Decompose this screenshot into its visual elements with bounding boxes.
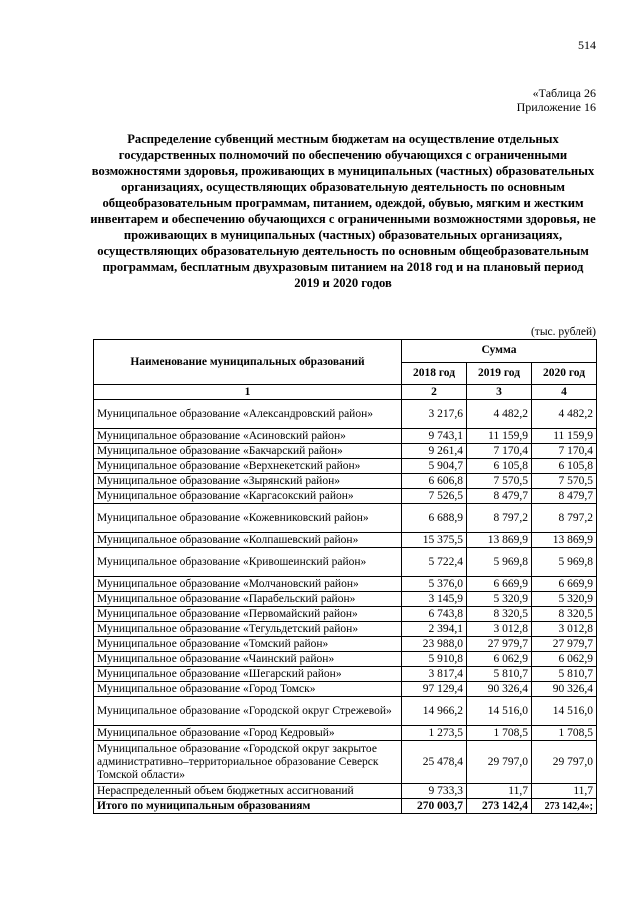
amount-2020: 13 869,9 — [532, 533, 597, 548]
amount-2019: 14 516,0 — [467, 697, 532, 726]
amount-2018: 6 606,8 — [402, 474, 467, 489]
amount-2020: 7 570,5 — [532, 474, 597, 489]
municipality-name: Муниципальное образование «Кривошеинский район» — [94, 548, 402, 577]
amount-2020: 8 797,2 — [532, 504, 597, 533]
amount-2019: 7 570,5 — [467, 474, 532, 489]
amount-2018: 7 526,5 — [402, 489, 467, 504]
municipality-name: Муниципальное образование «Верхнекетский район» — [94, 459, 402, 474]
amount-2020: 3 012,8 — [532, 622, 597, 637]
amount-2019: 3 012,8 — [467, 622, 532, 637]
municipality-name: Муниципальное образование «Чаинский район» — [94, 652, 402, 667]
column-number: 2 — [402, 385, 467, 400]
municipality-name: Муниципальное образование «Шегарский район» — [94, 667, 402, 682]
municipality-name: Муниципальное образование «Асиновский район» — [94, 429, 402, 444]
column-number-row — [94, 385, 597, 400]
amount-2020: 5 320,9 — [532, 592, 597, 607]
amount-2018: 3 217,6 — [402, 400, 467, 429]
column-number: 1 — [94, 385, 402, 400]
municipality-name: Муниципальное образование «Парабельский район» — [94, 592, 402, 607]
amount-2019: 6 062,9 — [467, 652, 532, 667]
municipality-name: Муниципальное образование «Александровский район» — [94, 400, 402, 429]
amount-2018: 1 273,5 — [402, 726, 467, 741]
total-2020: 273 142,4»; — [532, 799, 597, 814]
amount-2019: 6 105,8 — [467, 459, 532, 474]
amount-2019: 8 320,5 — [467, 607, 532, 622]
amount-2018: 25 478,4 — [402, 741, 467, 784]
document-title: Распределение субвенций местным бюджетам на осуществление отдельных государственных полномочий по обеспечению обучающихся с ограниченными возможностями здоровья, проживающих в муниципальных (частных) образовательных организациях, осуществляющих образовательную деятельность по основным общеобразовательным программам, питанием, одеждой, обувью, мягким и жестким инвентарем и обеспечению обучающихся с ограниченными возможностями здоровья, не проживающих в муниципальных (частных) образовательных организациях, осуществляющих образовательную деятельность по основным общеобразовательным программам, бесплатным двухразовым питанием на 2018 год и на плановый период 2019 и 2020 годов — [90, 132, 596, 290]
amount-2019: 5 320,9 — [467, 592, 532, 607]
amount-2019: 11 159,9 — [467, 429, 532, 444]
municipality-name: Муниципальное образование «Город Кедровый» — [94, 726, 402, 741]
amount-2019: 5 810,7 — [467, 667, 532, 682]
table-row — [94, 682, 597, 697]
amount-2020: 1 708,5 — [532, 726, 597, 741]
municipality-name: Муниципальное образование «Зырянский район» — [94, 474, 402, 489]
amount-2019: 27 979,7 — [467, 637, 532, 652]
column-number: 3 — [467, 385, 532, 400]
amount-2019: 4 482,2 — [467, 400, 532, 429]
header-name: Наименование муниципальных образований — [94, 340, 402, 385]
amount-2020: 6 105,8 — [532, 459, 597, 474]
amount-2020: 6 669,9 — [532, 577, 597, 592]
header-year-2020: 2020 год — [532, 362, 597, 385]
amount-2020: 27 979,7 — [532, 637, 597, 652]
amount-2018: 5 722,4 — [402, 548, 467, 577]
amount-2018: 5 910,8 — [402, 652, 467, 667]
amount-2019: 7 170,4 — [467, 444, 532, 459]
amount-2020: 8 479,7 — [532, 489, 597, 504]
amount-2019: 5 969,8 — [467, 548, 532, 577]
amount-2018: 23 988,0 — [402, 637, 467, 652]
table-body — [94, 400, 597, 799]
table-row — [94, 607, 597, 622]
amount-2018: 9 743,1 — [402, 429, 467, 444]
table-row — [94, 726, 597, 741]
amount-2018: 5 904,7 — [402, 459, 467, 474]
table-row — [94, 697, 597, 726]
table-row — [94, 637, 597, 652]
municipality-name: Муниципальное образование «Городской округ закрытое административно–территориальное образование Северск Томской области» — [94, 741, 402, 784]
appendix-label: Приложение 16 — [516, 100, 596, 114]
amount-2018: 15 375,5 — [402, 533, 467, 548]
municipality-name: Муниципальное образование «Томский район» — [94, 637, 402, 652]
total-label: Итого по муниципальным образованиям — [94, 799, 402, 814]
amount-2019: 1 708,5 — [467, 726, 532, 741]
total-row — [94, 799, 597, 814]
table-row — [94, 533, 597, 548]
appendix-reference — [517, 86, 596, 114]
municipality-name: Муниципальное образование «Бакчарский район» — [94, 444, 402, 459]
amount-2020: 90 326,4 — [532, 682, 597, 697]
table-row — [94, 400, 597, 429]
total-2019: 273 142,4 — [467, 799, 532, 814]
municipality-name: Муниципальное образование «Кожевниковский район» — [94, 504, 402, 533]
table-row — [94, 784, 597, 799]
table-row — [94, 474, 597, 489]
amount-2018: 6 743,8 — [402, 607, 467, 622]
subsidy-table — [93, 339, 597, 814]
header-year-2018: 2018 год — [402, 362, 467, 385]
municipality-name: Муниципальное образование «Город Томск» — [94, 682, 402, 697]
amount-2018: 9 261,4 — [402, 444, 467, 459]
table-row — [94, 504, 597, 533]
table-row — [94, 489, 597, 504]
table-row — [94, 577, 597, 592]
amount-2018: 6 688,9 — [402, 504, 467, 533]
table-row — [94, 667, 597, 682]
amount-2020: 7 170,4 — [532, 444, 597, 459]
municipality-name: Муниципальное образование «Молчановский район» — [94, 577, 402, 592]
amount-2019: 8 797,2 — [467, 504, 532, 533]
amount-2020: 5 969,8 — [532, 548, 597, 577]
amount-2020: 14 516,0 — [532, 697, 597, 726]
table-row — [94, 622, 597, 637]
municipality-name: Муниципальное образование «Первомайский район» — [94, 607, 402, 622]
amount-2020: 5 810,7 — [532, 667, 597, 682]
amount-2020: 6 062,9 — [532, 652, 597, 667]
table-row — [94, 741, 597, 784]
amount-2020: 8 320,5 — [532, 607, 597, 622]
amount-2018: 9 733,3 — [402, 784, 467, 799]
amount-2018: 2 394,1 — [402, 622, 467, 637]
amount-2019: 8 479,7 — [467, 489, 532, 504]
amount-2019: 6 669,9 — [467, 577, 532, 592]
amount-2020: 11 159,9 — [532, 429, 597, 444]
municipality-name: Муниципальное образование «Колпашевский район» — [94, 533, 402, 548]
amount-2018: 3 145,9 — [402, 592, 467, 607]
amount-2020: 4 482,2 — [532, 400, 597, 429]
municipality-name: Муниципальное образование «Тегульдетский район» — [94, 622, 402, 637]
appendix-table-label: «Таблица 26 — [532, 86, 596, 100]
amount-2018: 14 966,2 — [402, 697, 467, 726]
header-year-2019: 2019 год — [467, 362, 532, 385]
table-row — [94, 429, 597, 444]
amount-2019: 11,7 — [467, 784, 532, 799]
units-label: (тыс. рублей) — [530, 326, 596, 338]
amount-2018: 5 376,0 — [402, 577, 467, 592]
table-row — [94, 592, 597, 607]
column-number: 4 — [532, 385, 597, 400]
page-number: 514 — [578, 38, 596, 52]
total-2018: 270 003,7 — [402, 799, 467, 814]
municipality-name: Муниципальное образование «Каргасокский район» — [94, 489, 402, 504]
amount-2020: 29 797,0 — [532, 741, 597, 784]
municipality-name: Нераспределенный объем бюджетных ассигнований — [94, 784, 402, 799]
municipality-name: Муниципальное образование «Городской округ Стрежевой» — [94, 697, 402, 726]
amount-2018: 97 129,4 — [402, 682, 467, 697]
table-row — [94, 548, 597, 577]
table-row — [94, 652, 597, 667]
table-row — [94, 459, 597, 474]
amount-2018: 3 817,4 — [402, 667, 467, 682]
amount-2019: 29 797,0 — [467, 741, 532, 784]
amount-2020: 11,7 — [532, 784, 597, 799]
table-row — [94, 444, 597, 459]
amount-2019: 13 869,9 — [467, 533, 532, 548]
amount-2019: 90 326,4 — [467, 682, 532, 697]
header-sum: Сумма — [402, 340, 597, 363]
